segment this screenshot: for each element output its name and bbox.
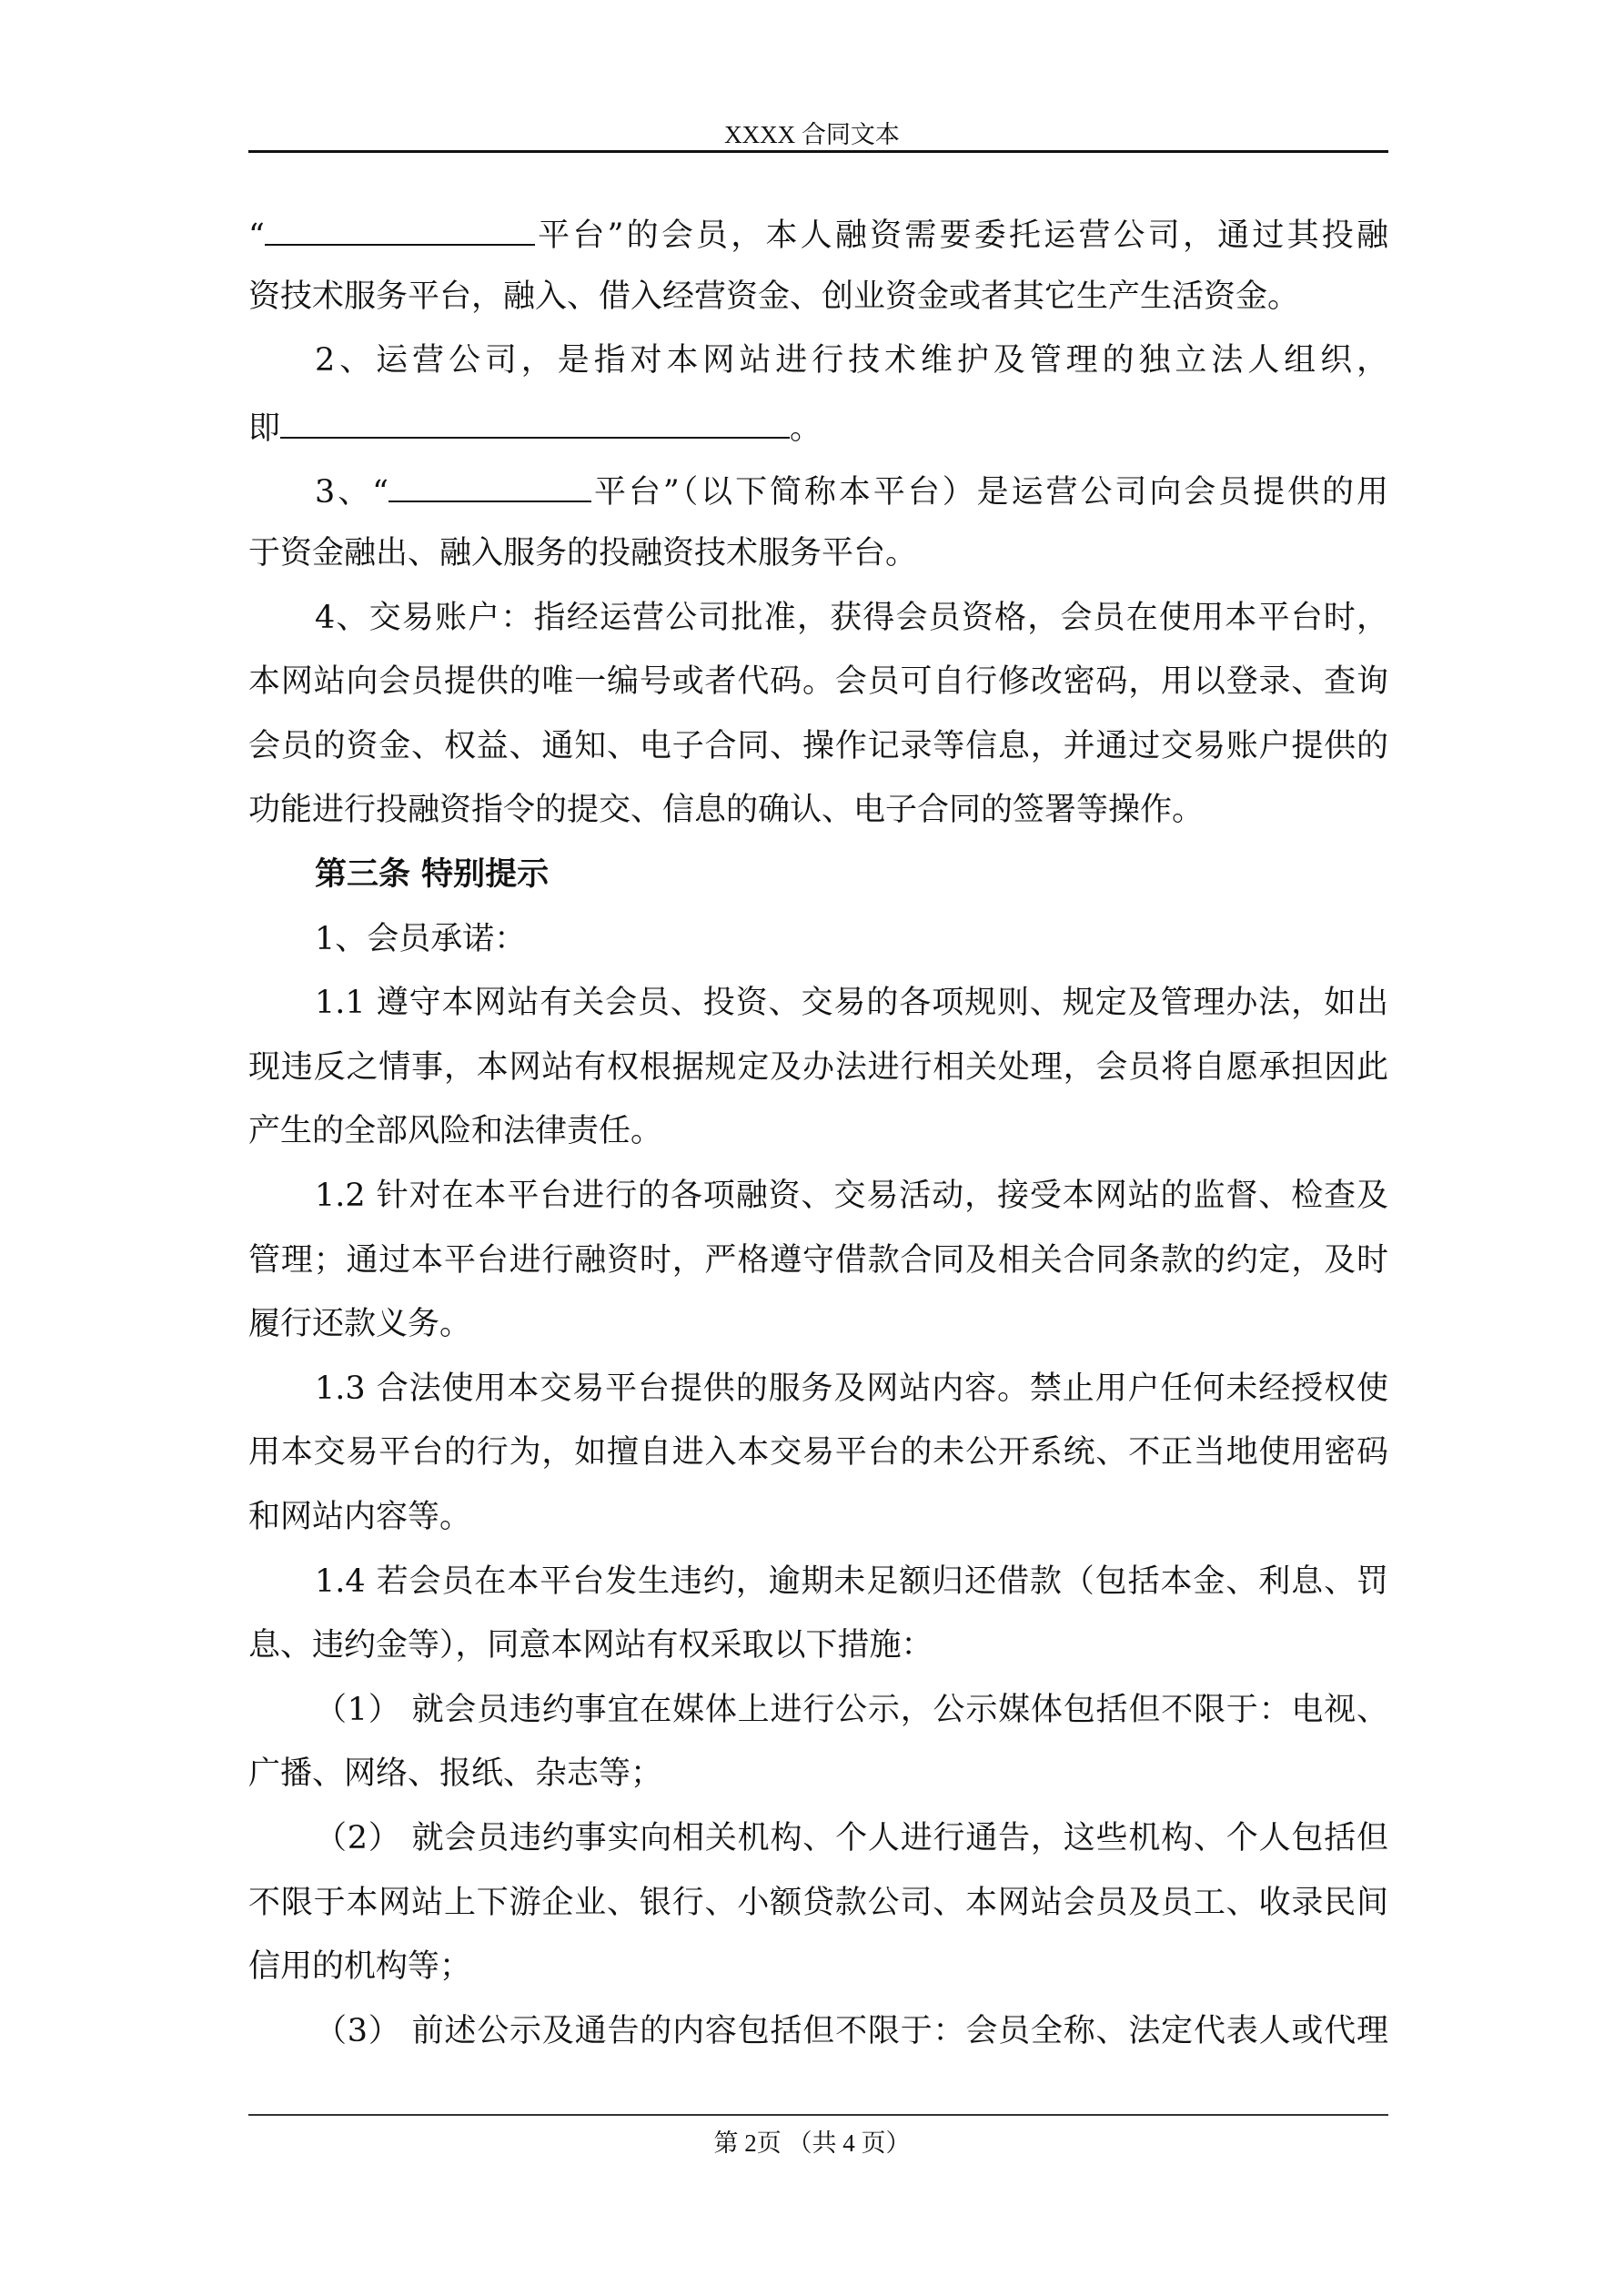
line-text: 4、交易账户：指经运营公司批准，获得会员资格，会员在使用本平台时，	[315, 599, 1388, 636]
text-line	[248, 1430, 1388, 1475]
fill-in-blank	[388, 466, 591, 502]
line-text: 广播、网络、报纸、杂志等；	[248, 1755, 663, 1793]
line-text: 资技术服务平台，融入、借入经营资金、创业资金或者其它生产生活资金。	[248, 278, 1300, 315]
text-line	[248, 1944, 1388, 1989]
line-text: 信用的机构等；	[248, 1948, 472, 1986]
line-text: 不限于本网站上下游企业、银行、小额贷款公司、本网站会员及员工、收录民间	[248, 1884, 1388, 1921]
text-line	[248, 916, 1388, 962]
line-text: （2） 就会员违约事实向相关机构、个人进行通告，这些机构、个人包括但	[315, 1820, 1388, 1856]
line-text-suffix: 平台”的会员，本人融资需要委托运营公司，通过其投融	[534, 217, 1388, 254]
line-text: 1.2 针对在本平台进行的各项融资、交易活动，接受本网站的监督、检查及	[315, 1178, 1388, 1214]
page-header-title: XXXX 合同文本	[724, 121, 900, 148]
text-line	[248, 338, 1388, 383]
fill-in-blank	[265, 209, 535, 246]
text-line	[248, 1366, 1388, 1411]
line-text: 1.3 合法使用本交易平台提供的服务及网站内容。禁止用户任何未经授权使	[315, 1370, 1388, 1407]
text-line	[248, 1494, 1388, 1540]
text-line	[248, 2008, 1388, 2054]
line-text: 即	[248, 410, 281, 447]
text-line	[248, 402, 1388, 448]
footer-divider	[248, 2114, 1388, 2116]
text-line	[248, 1238, 1388, 1283]
text-line	[248, 1045, 1388, 1090]
line-text-suffix: 平台”（以下简称本平台）是运营公司向会员提供的用	[591, 474, 1388, 511]
fill-in-blank	[280, 402, 790, 439]
line-text: 功能进行投融资指令的提交、信息的确认、电子合同的签署等操作。	[248, 792, 1205, 829]
text-line	[248, 531, 1388, 576]
text-line	[248, 274, 1388, 319]
header-divider	[248, 150, 1388, 153]
line-text: 第三条 特别提示	[315, 855, 550, 893]
text-line	[248, 723, 1388, 769]
line-text: 于资金融出、融入服务的投融资技术服务平台。	[248, 535, 918, 571]
line-text: 3、“	[315, 474, 389, 511]
line-text: 产生的全部风险和法律责任。	[248, 1113, 663, 1150]
line-text: 1、会员承诺：	[315, 920, 527, 957]
text-line	[248, 595, 1388, 641]
text-line	[248, 1880, 1388, 1926]
line-text-suffix: 。	[790, 410, 822, 447]
text-line	[248, 787, 1388, 833]
line-text: 用本交易平台的行为，如擅自进入本交易平台的未公开系统、不正当地使用密码	[248, 1434, 1388, 1472]
line-text: 息、违约金等），同意本网站有权采取以下措施：	[248, 1627, 933, 1664]
text-line	[248, 659, 1388, 704]
text-line	[248, 1108, 1388, 1154]
line-text: （3） 前述公示及通告的内容包括但不限于：会员全称、法定代表人或代理	[315, 2012, 1388, 2049]
line-text: 履行还款义务。	[248, 1306, 472, 1343]
line-text: 本网站向会员提供的唯一编号或者代码。会员可自行修改密码，用以登录、查询	[248, 663, 1388, 701]
line-text: “	[248, 217, 265, 254]
text-line	[248, 1687, 1388, 1733]
line-text: 会员的资金、权益、通知、电子合同、操作记录等信息，并通过交易账户提供的	[248, 727, 1388, 764]
line-text: 管理；通过本平台进行融资时，严格遵守借款合同及相关合同条款的约定，及时	[248, 1241, 1388, 1279]
text-line	[248, 1559, 1388, 1604]
text-line	[248, 209, 1388, 255]
page-number: 第 2页 （共 4 页）	[713, 2129, 911, 2157]
text-line	[248, 980, 1388, 1026]
line-text: （1） 就会员违约事宜在媒体上进行公示，公示媒体包括但不限于：电视、	[315, 1691, 1388, 1728]
text-line	[248, 466, 1388, 511]
line-text: 和网站内容等。	[248, 1499, 472, 1535]
line-text: 1.1 遵守本网站有关会员、投资、交易的各项规则、规定及管理办法，如出	[315, 985, 1388, 1022]
line-text: 2、运营公司，是指对本网站进行技术维护及管理的独立法人组织，	[315, 342, 1388, 379]
line-text: 现违反之情事，本网站有权根据规定及办法进行相关处理，会员将自愿承担因此	[248, 1048, 1388, 1086]
text-line	[248, 1751, 1388, 1796]
section-heading	[248, 852, 1388, 897]
text-line	[248, 1623, 1388, 1668]
text-line	[248, 1173, 1388, 1219]
text-line	[248, 1301, 1388, 1347]
text-line	[248, 1816, 1388, 1861]
line-text: 1.4 若会员在本平台发生违约，逾期未足额归还借款（包括本金、利息、罚	[315, 1563, 1388, 1600]
